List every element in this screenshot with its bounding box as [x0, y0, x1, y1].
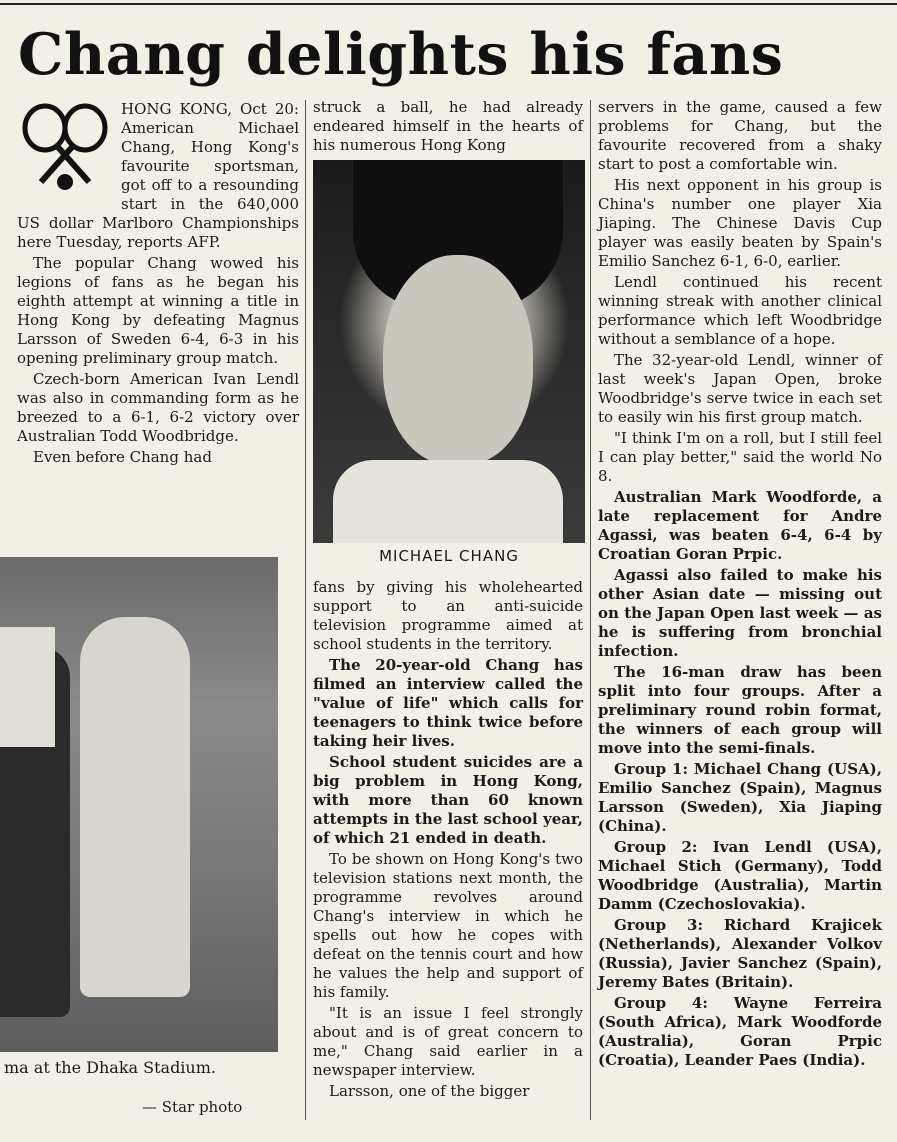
- paragraph: Agassi also failed to make his other Asian date — missing out on the Japan Open last week — as he is suffering from bronchial infection.: [598, 566, 882, 660]
- paragraph: Larsson, one of the bigger: [329, 1082, 530, 1100]
- paragraph: struck a ball, he had already endeared himself in the hearts of his numerous Hong Kong: [313, 98, 583, 154]
- group-listing: [598, 760, 882, 836]
- paragraph: His next opponent in his group is China's number one player Xia Jiaping. The Chinese Davis Cup player was easily beaten by Spain's Emilio Sanchez 6-1, 6-0, earlier.: [598, 176, 882, 270]
- article-column-3: [598, 98, 882, 1118]
- column-divider: [305, 100, 306, 1120]
- group-label: Group 1:: [614, 760, 689, 778]
- group-listing: [598, 838, 882, 914]
- group-listing: [598, 994, 882, 1070]
- photo-credit: — Star photo: [142, 1098, 243, 1116]
- paragraph: servers in the game, caused a few problems for Chang, but the favourite recovered from a shaky start to post a comfortable win.: [598, 98, 882, 173]
- group-label: Group 4:: [614, 994, 708, 1012]
- article-column-2: [313, 578, 583, 1118]
- paragraph: School student suicides are a big problem in Hong Kong, with more than 60 known attempts in the last school year, of which 21 ended in death.: [313, 753, 583, 847]
- paragraph: To be shown on Hong Kong's two television stations next month, the programme revolves around Chang's interview in which he spells out how he copes with defeat on the tennis court and how he values the help and support of his family.: [313, 850, 583, 1001]
- column-divider: [590, 100, 591, 1120]
- paragraph: The 20-year-old Chang has filmed an interview called the "value of life" which calls for teenagers to think twice before taking heir lives.: [313, 656, 583, 750]
- paragraph: Even before Chang had: [33, 448, 212, 466]
- paragraph: Australian Mark Woodforde, a late replacement for Andre Agassi, was beaten 6-4, 6-4 by Croatian Goran Prpic.: [598, 488, 882, 563]
- paragraph: "I think I'm on a roll, but I still feel I can play better," said the world No 8.: [598, 429, 882, 485]
- article-column-2-top: [313, 98, 583, 158]
- tennis-rackets-icon: [17, 100, 113, 194]
- group-listing: [598, 916, 882, 992]
- paragraph: Lendl continued his recent winning streak with another clinical performance which left Woodbridge without a semblance of a hope.: [598, 273, 882, 348]
- photo-caption: MICHAEL CHANG: [379, 547, 519, 565]
- top-rule: [0, 3, 897, 5]
- article-column-1: [17, 100, 299, 540]
- headline: Chang delights his fans: [18, 21, 784, 88]
- paragraph: The 32-year-old Lendl, winner of last week's Japan Open, broke Woodbridge's serve twice in each set to easily win his first group match.: [598, 351, 882, 426]
- group-label: Group 2:: [614, 838, 698, 856]
- paragraph: "It is an issue I feel strongly about and is of great concern to me," Chang said earlier in a newspaper interview.: [313, 1004, 583, 1079]
- group-players: Richard Krajicek (Netherlands), Alexander Volkov (Russia), Javier Sanchez (Spain), Jeremy Bates (Britain).: [598, 916, 882, 991]
- paragraph: HONG KONG, Oct 20: American Michael Chang, Hong Kong's favourite sportsman, got off to a resounding start in the 640,000 US dollar Marlboro Championships here Tuesday, reports AFP.: [17, 100, 299, 251]
- dhaka-stadium-photo: [0, 557, 278, 1052]
- group-players: Michael Chang (USA), Emilio Sanchez (Spain), Magnus Larsson (Sweden), Xia Jiaping (China).: [598, 760, 882, 835]
- group-players: Ivan Lendl (USA), Michael Stich (Germany), Todd Woodbridge (Australia), Martin Damm (Czechoslovakia).: [598, 838, 882, 913]
- paragraph: The popular Chang wowed his legions of fans as he began his eighth attempt at winning a title in Hong Kong by defeating Magnus Larsson of Sweden 6-4, 6-3 in his opening preliminary group match.: [17, 254, 299, 367]
- photo-caption: ma at the Dhaka Stadium.: [4, 1058, 216, 1077]
- michael-chang-photo: [313, 160, 585, 543]
- group-label: Group 3:: [614, 916, 703, 934]
- paragraph: The 16-man draw has been split into four groups. After a preliminary round robin format, the winners of each group will move into the semi-finals.: [598, 663, 882, 757]
- group-players: Wayne Ferreira (South Africa), Mark Woodforde (Australia), Goran Prpic (Croatia), Leander Paes (India).: [598, 994, 882, 1069]
- paragraph: Czech-born American Ivan Lendl was also in commanding form as he breezed to a 6-1, 6-2 victory over Australian Todd Woodbridge.: [17, 370, 299, 445]
- paragraph: fans by giving his wholehearted support to an anti-suicide television programme aimed at school students in the territory.: [313, 578, 583, 653]
